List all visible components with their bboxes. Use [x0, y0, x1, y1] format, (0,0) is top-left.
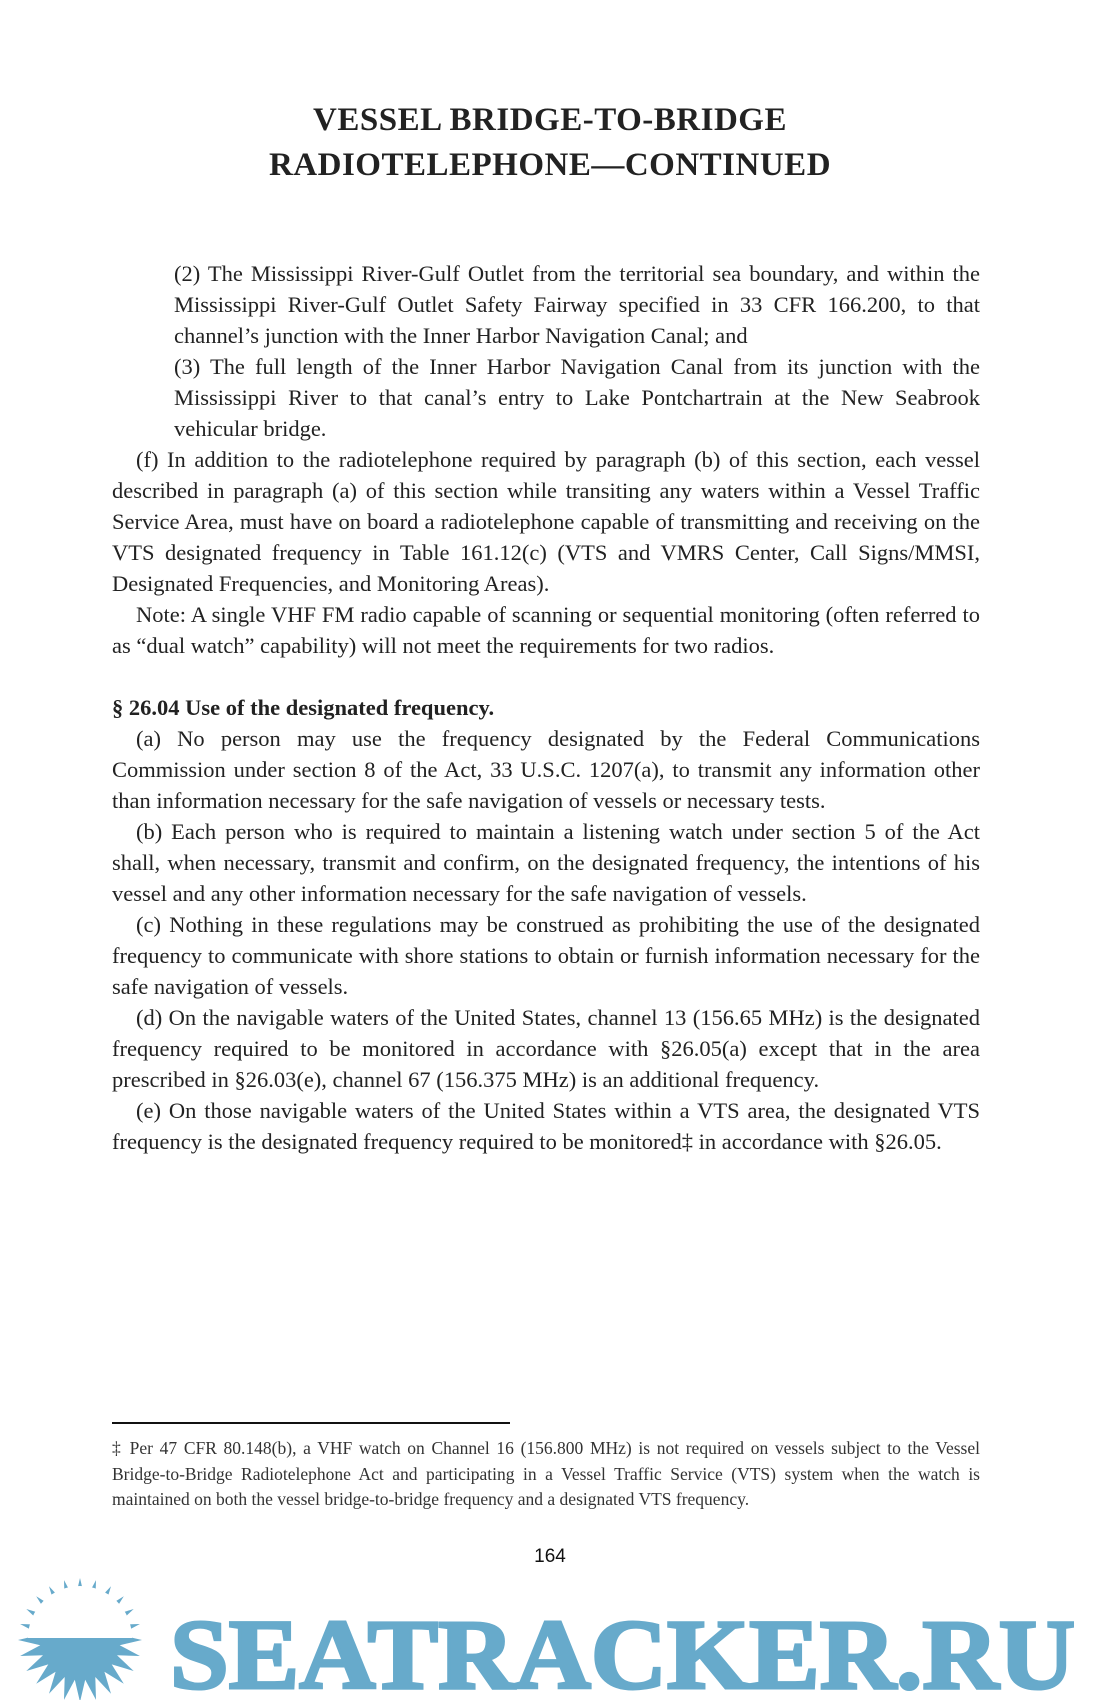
paragraph-e2: (2) The Mississippi River-Gulf Outlet from the territorial sea boundary, and within the Mississippi River-Gulf Outlet Safety Fairway specified in 33 CFR 166.200, to that channel’s junction with the Inner Harbor Navigation Canal; and [174, 261, 980, 348]
paragraph-b: (b) Each person who is required to maintain a listening watch under section 5 of the Act shall, when necessary, transmit and confirm, on the designated frequency, the intentions of his vessel and any other information necessary for the safe navigation of vessels. [112, 819, 980, 906]
footnote-divider [112, 1422, 510, 1424]
note: Note: A single VHF FM radio capable of scanning or sequential monitoring (often referred to as “dual watch” capability) will not meet the requirements for two radios. [112, 602, 980, 658]
footnote: ‡ Per 47 CFR 80.148(b), a VHF watch on Channel 16 (156.800 MHz) is not required on vessels subject to the Vessel Bridge-to-Bridge Radiotelephone Act and participating in a Vessel Traffic Service (VTS) system when the watch is maintained on both the vessel bridge-to-bridge frequency and a designated VTS frequency. [112, 1438, 980, 1509]
title-line-1: VESSEL BRIDGE-TO-BRIDGE [313, 102, 787, 138]
section-heading: § 26.04 Use of the designated frequency. [112, 695, 495, 720]
watermark-logo [0, 1574, 1100, 1700]
page-number: 164 [534, 1546, 566, 1567]
paragraph-c: (c) Nothing in these regulations may be construed as prohibiting the use of the designated frequency to communicate with shore stations to obtain or furnish information necessary for the safe navigation of vessels. [112, 912, 980, 999]
title-line-2: RADIOTELEPHONE—CONTINUED [268, 147, 832, 183]
watermark-text: SEATRACKER.RU [170, 1599, 1075, 1700]
paragraph-a: (a) No person may use the frequency designated by the Federal Communications Commission under section 8 of the Act, 33 U.S.C. 1207(a), to transmit any information other than information necessary for the safe navigation of vessels or necessary tests. [112, 726, 980, 813]
paragraph-f: (f) In addition to the radiotelephone required by paragraph (b) of this section, each vessel described in paragraph (a) of this section while transiting any waters within a Vessel Traffic Service Area, must have on board a radiotelephone capable of transmitting and receiving on the VTS designated frequency in Table 161.12(c) (VTS and VMRS Center, Call Signs/MMSI, Designated Frequencies, and Monitoring Areas). [112, 447, 980, 596]
page-title [0, 98, 1100, 188]
sunburst-icon [18, 1578, 142, 1700]
paragraph-e3: (3) The full length of the Inner Harbor Navigation Canal from its junction with the Mississippi River to that canal’s entry to Lake Pontchartrain at the New Seabrook vehicular bridge. [174, 354, 980, 441]
body-text [112, 258, 980, 1157]
paragraph-d: (d) On the navigable waters of the United States, channel 13 (156.65 MHz) is the designated frequency required to be monitored in accordance with §26.05(a) except that in the area prescribed in §26.03(e), channel 67 (156.375 MHz) is an additional frequency. [112, 1005, 980, 1092]
paragraph-e: (e) On those navigable waters of the United States within a VTS area, the designated VTS frequency is the designated frequency required to be monitored‡ in accordance with §26.05. [112, 1098, 980, 1154]
